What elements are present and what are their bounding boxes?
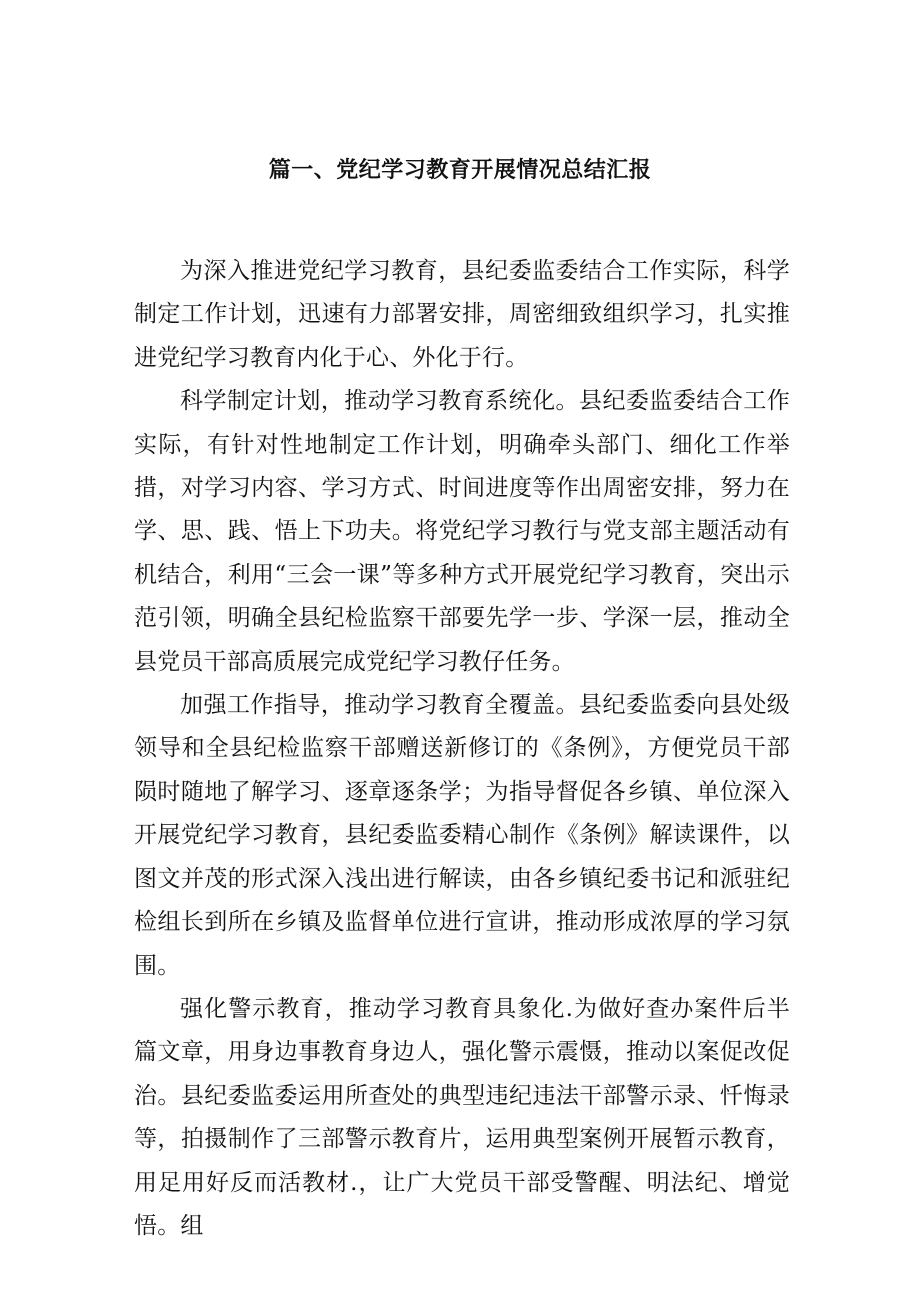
document-title: 篇一、党纪学习教育开展情况总结汇报: [268, 157, 652, 183]
paragraph-guidance: 加强工作指导，推动学习教育全覆盖。县纪委监委向县处级领导和全县纪检监察干部赠送新修订的《条例》，方便党员干部陨时随地了解学习、逐章逐条学；为指导督促各乡镇、单位深入开展党纪学习教育，县纪委监委精心制作《条例》解读课件，以图文并茂的形式深入浅出进行解读，由各乡镇纪委书记和派驻纪检组长到所在乡镇及监督单位进行宣讲，推动形成浓厚的学习氛围。: [134, 692, 790, 979]
paragraph-planning: 科学制定计划，推动学习教育系统化。县纪委监委结合工作实际，有针对性地制定工作计划，明确牵头部门、细化工作举措，对学习内容、学习方式、时间进度等作出周密安排，努力在学、思、践、悟上下功夫。将党纪学习教行与党支部主题活动有机结合，利用“三会一课”等多种方式开展党纪学习教育，突出示范引领，明确全县纪检监察干部要先学一步、学深一层，推动全县党员干部高质展完成党纪学习教仔任务。: [134, 388, 790, 675]
paragraph-warning-education: 强化警示教育，推动学习教育具象化.为做好查办案件后半篇文章，用身边事教育身边人，强化警示震慑，推动以案促改促治。县纪委监委运用所查处的典型违纪违法干部警示录、忏悔录等，拍摄制作了三部警示教育片，运用典型案例开展暂示教育，用足用好反而活教材.，让广大党员干部受警醒、明法纪、增觉悟。组: [134, 995, 790, 1239]
document-body: [134, 250, 790, 1248]
paragraph-intro: 为深入推进党纪学习教育，县纪委监委结合工作实际，科学制定工作计划，迅速有力部署安排，周密细致组织学习，扎实推进党纪学习教育内化于心、外化于行。: [134, 258, 790, 371]
